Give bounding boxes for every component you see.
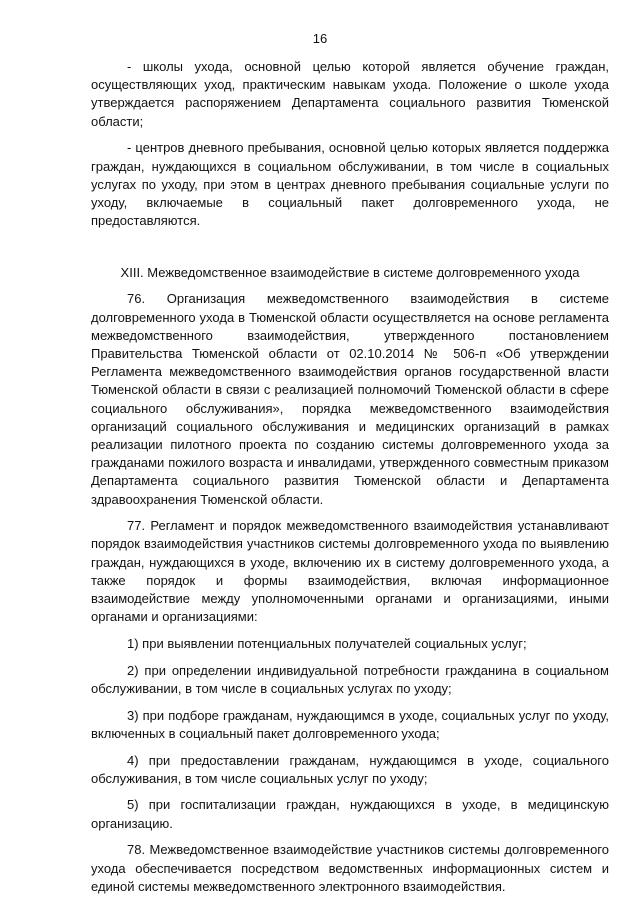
page-number: 16 (312, 31, 328, 46)
list-item-5: 5) при госпитализации граждан, нуждающихся в уходе, в медицинскую организацию. (91, 797, 609, 831)
paragraph-76: 76. Организация межведомственного взаимодействия в системе долговременного ухода в Тюменской области осуществляется на основе регламента межведомственного взаимодействия, утвержденного постановлением Правительства Тюменской области от 02.10.2014 № 506-п «Об утверждении Регламента межведомственного взаимодействия органов государственной власти Тюменской области в связи с реализацией полномочий Тюменской области в сфере социального обслуживания», порядка межведомственного взаимодействия организаций социального обслуживания и медицинских организаций в рамках реализации пилотного проекта по созданию системы долговременного ухода за гражданами пожилого возраста и инвалидами, утвержденного совместным приказом Департамента социального развития Тюменской области и Департамента здравоохранения Тюменской области. (91, 291, 609, 507)
paragraph-day-centers: - центров дневного пребывания, основной целью которых является поддержка граждан, нуждающихся в социальном обслуживании, в том числе в социальных услугах по уходу, при этом в центрах дневного пребывания социальные услуги по уходу, включаемые в социальный пакет долговременного ухода, не предоставляются. (91, 140, 609, 229)
list-item-2: 2) при определении индивидуальной потребности гражданина в социальном обслуживании, в том числе в социальных услугах по уходу; (91, 662, 609, 696)
document-body (91, 58, 609, 896)
paragraph-school-of-care: - школы ухода, основной целью которой является обучение граждан, осуществляющих уход, практическим навыкам ухода. Положение о школе ухода утверждается распоряжением Департамента социального развития Тюменской области; (91, 59, 609, 129)
list-item-4: 4) при предоставлении гражданам, нуждающимся в уходе, социального обслуживания, в том числе социальных услуг по уходу; (91, 752, 609, 786)
list-item-3: 3) при подборе гражданам, нуждающимся в уходе, социальных услуг по уходу, включенных в социальный пакет долговременного ухода; (91, 707, 609, 741)
paragraph-77: 77. Регламент и порядок межведомственного взаимодействия устанавливают порядок взаимодействия участников системы долговременного ухода по выявлению граждан, нуждающихся в уходе, включению их в систему долговременного ухода, а также порядок и формы взаимодействия, включая информационное взаимодействие между уполномоченными органами и организациями, иными органами и организациями: (91, 518, 609, 625)
section-heading: XIII. Межведомственное взаимодействие в системе долговременного ухода (120, 265, 580, 281)
list-item-1: 1) при выявлении потенциальных получателей социальных услуг; (127, 635, 527, 651)
paragraph-78: 78. Межведомственное взаимодействие участников системы долговременного ухода обеспечивается посредством ведомственных информационных систем и единой системы межведомственного электронного взаимодействия. (91, 842, 609, 894)
